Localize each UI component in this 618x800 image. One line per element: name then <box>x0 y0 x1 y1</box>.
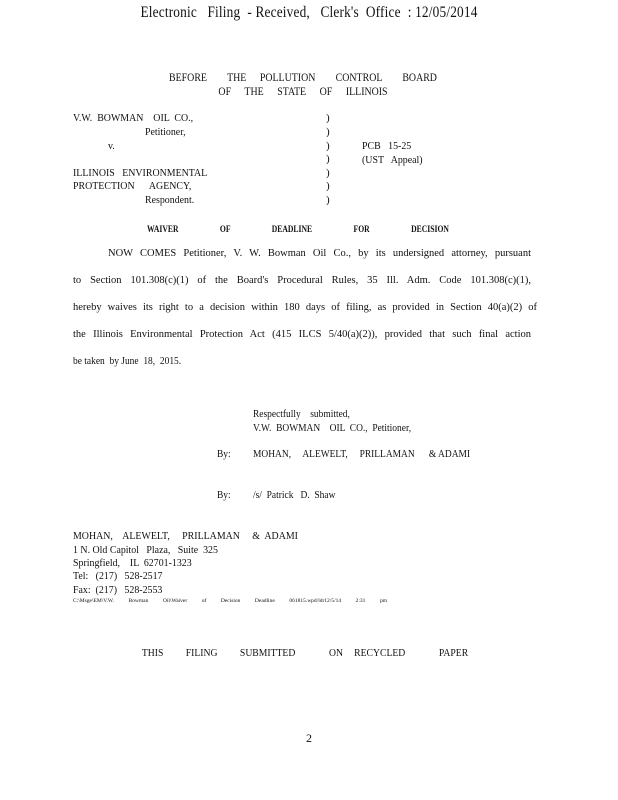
caption-paren: ) <box>326 112 330 124</box>
body-line-2: to Section 101.308(c)(1) of the Board's Procedural Rules, 35 Ill. Adm. Code 101.308(c)(1), <box>73 275 531 286</box>
page-number: 2 <box>306 731 312 745</box>
firm-address-city: Springfield, IL 62701-1323 <box>73 557 192 569</box>
caption-paren: ) <box>326 140 330 152</box>
caption-paren: ) <box>326 153 330 165</box>
case-number: PCB 15-25 <box>362 140 412 152</box>
closing-line: Respectfully submitted, <box>253 409 350 420</box>
body-line-5: be taken by June 18, 2015. <box>73 356 182 367</box>
by-label: By: <box>217 449 231 460</box>
caption-paren: ) <box>326 194 330 206</box>
respondent-name-line2: PROTECTION AGENCY, <box>73 180 192 192</box>
petitioner-name: V.W. BOWMAN OIL CO., <box>73 112 194 124</box>
caption-paren: ) <box>326 167 330 179</box>
body-line-3: hereby waives its right to a decision within 180 days of filing, as provided in Section 40(a)(2) of <box>73 302 537 313</box>
firm-fax: Fax: (217) 528-2553 <box>73 584 163 596</box>
firm-address-street: 1 N. Old Capitol Plaza, Suite 325 <box>73 544 218 556</box>
filing-stamp-header: Electronic Filing - Received, Clerk's Office : 12/05/2014 <box>140 4 478 21</box>
recycled-paper-notice: THIS FILING SUBMITTED ON RECYCLED PAPER <box>141 647 469 659</box>
respondent-role: Respondent. <box>145 194 195 206</box>
caption-paren: ) <box>326 126 330 138</box>
case-type: (UST Appeal) <box>362 154 423 166</box>
versus-label: v. <box>108 140 115 152</box>
caption-paren: ) <box>326 180 330 192</box>
body-line-1: NOW COMES Petitioner, V. W. Bowman Oil Co., by its undersigned attorney, pursuant <box>108 248 531 259</box>
board-title-line2: OF THE STATE OF ILLINOIS <box>218 86 388 98</box>
signing-party: V.W. BOWMAN OIL CO., Petitioner, <box>253 423 412 434</box>
document-file-path: C:\Msge\EM\V.W. Bowman Oil\Waiver of Decision Deadline 061815.wpd/ldr12/5/14 2:31 pm <box>73 598 387 604</box>
firm-address-name: MOHAN, ALEWELT, PRILLAMAN & ADAMI <box>73 530 298 542</box>
board-title-line1: BEFORE THE POLLUTION CONTROL BOARD <box>169 72 437 84</box>
respondent-name-line1: ILLINOIS ENVIRONMENTAL <box>73 167 208 179</box>
petitioner-role: Petitioner, <box>145 126 186 138</box>
body-line-4: the Illinois Environmental Protection Act (415 ILCS 5/40(a)(2)), provided that such final action <box>73 329 531 340</box>
firm-name: MOHAN, ALEWELT, PRILLAMAN & ADAMI <box>253 449 471 460</box>
by-label: By: <box>217 490 231 501</box>
waiver-heading: WAIVER OF DEADLINE FOR DECISION <box>147 224 449 234</box>
firm-phone: Tel: (217) 528-2517 <box>73 570 163 582</box>
electronic-signature: /s/ Patrick D. Shaw <box>253 490 336 501</box>
